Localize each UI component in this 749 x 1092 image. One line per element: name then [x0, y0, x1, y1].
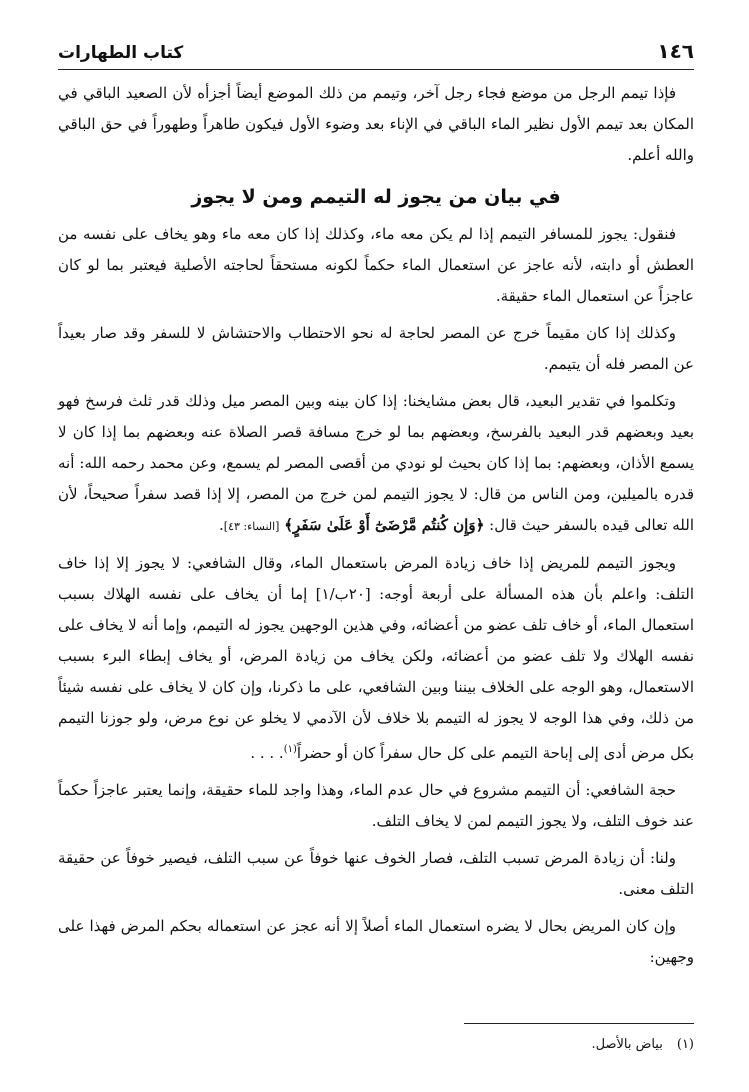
quran-verse: ﴿وَإِن كُنتُم مَّرْضَىٰٓ أَوْ عَلَىٰ سَفَرٍ﴾ [284, 516, 485, 534]
footnote-divider [464, 1023, 694, 1024]
page-number: ١٤٦ [657, 39, 694, 63]
paragraph-shafii-argument: حجة الشافعي: أن التيمم مشروع في حال عدم الماء، وهذا واجد للماء حقيقة، وإنما يعتبر عاجزاً حكماً عند خوف التلف، ولا يجوز التيمم لمن لا يخاف التلف. [58, 781, 694, 830]
paragraph-sick [58, 548, 694, 769]
paragraph-resident: وكذلك إذا كان مقيماً خرج عن المصر لحاجة له نحو الاحتطاب والاحتشاش لا للسفر وقد صار بعيداً عن المصر فله أن يتيمم. [58, 324, 694, 373]
section-heading: في بيان من يجوز له التيمم ومن لا يجوز [191, 186, 561, 208]
footnote-number: (١) [676, 1037, 694, 1052]
footnote-marker: (١) [283, 744, 297, 755]
verse-reference: [النساء: ٤٣] [223, 520, 280, 533]
page-body [58, 70, 694, 973]
paragraph-distance-text: وتكلموا في تقدير البعيد، قال بعض مشايخنا: إذا كان بينه وبين المصر ميل وذلك قدر ثلث فرسخ فهو بعيد وبعضهم قدر البعيد بالفرسخ، وبعضهم بما لو خرج مسافة قصر الصلاة عنه وبعضهم بما إذا كان لا يسمع الأذان، وبعضهم: بما إذا كان بحيث لو نودي من أقصى المصر لم يسمع، وعن محمد رحمه الله: أنه قدره بالميلين، ومن الناس من قال: لا يجوز التيمم لمن خرج من المصر، إلا إذا قصد سفراً صحيحاً، لأن الله تعالى قيده بالسفر حيث قال: [58, 392, 694, 534]
running-header [58, 30, 694, 70]
chapter-title: كتاب الطهارات [58, 43, 184, 63]
footnote-text: بياض بالأصل. [591, 1037, 663, 1052]
book-page [58, 30, 694, 1070]
paragraph-sick-inability: وإن كان المريض بحال لا يضره استعمال الماء أصلاً إلا أنه عجز عن استعماله بحكم المرض فهذا على وجهين: [58, 917, 694, 966]
footnote [591, 1034, 694, 1056]
paragraph-sick-text: ويجوز التيمم للمريض إذا خاف زيادة المرض باستعمال الماء، وقال الشافعي: لا يجوز إلا إذا خاف التلف: واعلم بأن هذه المسألة على أربعة أوجه: [٢٠ب/١] إما أن يخاف على نفسه الهلاك بسبب استعمال الماء، أو خاف تلف عضو من أعضائه، وفي هذين الوجهين يجوز له التيمم، وإما أنه لا يخاف على نفسه الهلاك ولا تلف عضو من أعضائه، ولكن يخاف من زيادة المرض، أو يخاف إبطاء البرء بسبب الاستعمال، وهو الوجه على الخلاف بيننا وبين الشافعي، على ما ذكرنا، وإن كان لا يخاف على نفسه شيئاً من ذلك، وفي هذا الوجه لا يجوز له التيمم بلا خلاف لأن الآدمي لا يخلو عن نوع مرض، ولو جوزنا التيمم بكل مرض أدى إلى إباحة التيمم على كل حال سفراً كان أو حضراً [58, 554, 695, 762]
verse-end: . [219, 516, 224, 534]
paragraph-traveler: فنقول: يجوز للمسافر التيمم إذا لم يكن معه ماء، وكذلك إذا كان معه ماء وهو يخاف على نفسه من العطش أو دابته، لأنه عاجز عن استعمال الماء حكماً لكونه مستحقاً لحاجته الأصلية فيعتبر بما لو كان عاجزاً عن استعمال الماء حقيقة. [58, 225, 694, 305]
paragraph-our-argument: ولنا: أن زيادة المرض تسبب التلف، فصار الخوف عنها خوفاً عن سبب التلف، فيصير خوفاً عن حقيقة التلف معنى. [58, 849, 694, 898]
paragraph-distance [58, 386, 694, 542]
ellipsis: . . . . [250, 744, 284, 762]
paragraph-intro: فإذا تيمم الرجل من موضع فجاء رجل آخر، وتيمم من ذلك الموضع أيضاً أجزأه لأن الصعيد الباقي في المكان بعد تيمم الأول نظير الماء الباقي في الإناء بعد وضوء الأول فيكون طاهراً وطهوراً في حق الباقي والله أعلم. [58, 84, 694, 164]
